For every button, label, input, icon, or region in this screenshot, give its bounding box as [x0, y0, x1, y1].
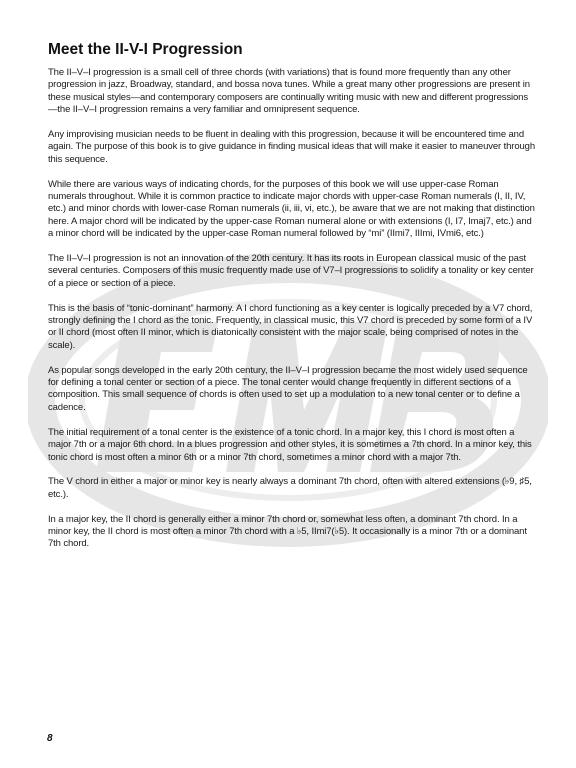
paragraph-ii-chord: In a major key, the II chord is generally either a minor 7th chord or, somewhat less often, a dominant 7th chord. In a minor key, the II chord is most often a minor 7th chord with a ♭5, IImi7(♭5). It occasionally is a minor 7th or a dominant 7th chord. [48, 513, 527, 550]
paragraph-tonic-chord: The initial requirement of a tonal center is the existence of a tonic chord. In a major key, this I chord is most often a major 7th or a major 6th chord. In a blues progression and other styles, it is sometimes a 7th chord. In a minor key, this tonic chord is most often a minor 6th or a minor 7th chord, sometimes a minor chord with a major 7th. [48, 426, 532, 463]
section-heading: Meet the II-V-I Progression [48, 41, 243, 58]
paragraph-tonic-dominant: This is the basis of “tonic-dominant” harmony. A I chord functioning as a key center is logically preceded by a V7 chord, strongly defining the I chord as the tonic. Frequently, in classical music, this V7 chord is preceded by some form of a IV or II chord (most often II minor, which is diatonically consistent with the major scale, being comprised of notes in the scale). [48, 302, 533, 351]
paragraph-chord-notation: While there are various ways of indicating chords, for the purposes of this book we will use upper-case Roman numerals throughout. While it is common practice to indicate major chords with upper-case Roman numerals (I, II, IV, etc.) and minor chords with lower-case Roman numerals (ii, iii, vi, etc.), be aware that we are not making that distinction here. A major chord will be indicated by the upper-case Roman numeral alone or with extensions (I, I7, Imaj7, etc.) and a minor chord will be indicated by the upper-case Roman numeral followed by “mi” (IImi7, IIImi, IVmi6, etc.) [48, 178, 535, 240]
paragraph-v-chord: The V chord in either a major or minor key is nearly always a dominant 7th chord, often with altered extensions (♭9, ♯5, etc.). [48, 476, 532, 500]
page-content [48, 40, 535, 563]
page-number: 8 [47, 733, 53, 744]
paragraph-popular-songs: As popular songs developed in the early 20th century, the II–V–I progression became the most widely used sequence for defining a tonal center or section of a piece. The tonal center would change frequently in different sections of a composition. This small sequence of chords is often used to set up a modulation to a new tonal center or to define a cadence. [48, 364, 528, 413]
paragraph-fluency: Any improvising musician needs to be fluent in dealing with this progression, because it will be encountered time and again. The purpose of this book is to give guidance in finding musical ideas that will make it easier to maneuver through this sequence. [48, 129, 535, 165]
paragraph-intro: The II–V–I progression is a small cell of three chords (with variations) that is found more frequently than any other progression in jazz, Broadway, standard, and bossa nova tunes. While a great many other progressions are present in these musical styles—and contemporary composers are continually writing music with new and different progressions—the II–V–I progression remains a very familiar and omnipresent sequence. [48, 67, 530, 116]
paragraph-history: The II–V–I progression is not an innovation of the 20th century. It has its roots in European classical music of the past several centuries. Composers of this music frequently made use of V7–I progressions to solidify a tonality or key center of a piece or section of a piece. [48, 253, 534, 289]
